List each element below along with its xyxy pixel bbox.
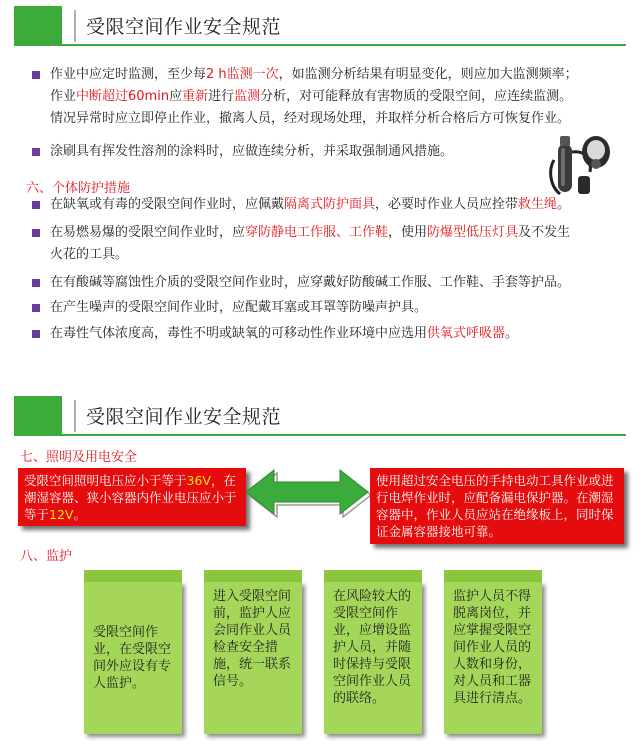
card-text: 进入受限空间前，监护人应会同作业人员检查安全措施，统一联系信号。 (204, 582, 302, 734)
item-noise: 在产生噪声的受限空间作业时，应配戴耳塞或耳罩等防噪声护具。 (50, 300, 428, 315)
card-text: 受限空间作业，在受限空间外应设有专人监护。 (84, 582, 182, 734)
header-accent-bar (14, 6, 62, 46)
header-divider (74, 400, 76, 432)
double-arrow-icon (244, 466, 370, 518)
section8-heading: 八、监护 (20, 549, 73, 564)
header-divider (74, 10, 76, 42)
section7-heading: 七、照明及用电安全 (20, 450, 138, 465)
header-underline (14, 44, 626, 46)
power-tool-safety-box: 使用超过安全电压的手持电动工具作业或进行电焊作业时，应配备漏电保护器。在潮湿容器中，作业人员应站在绝缘板上，同时保证金属容器接地可靠。 (370, 468, 624, 544)
item-corrosive: 在有酸碱等腐蚀性介质的受限空间作业时，应穿戴好防酸碱工作服、工作鞋、手套等护品。 (50, 275, 571, 290)
bullet-square-icon (32, 304, 40, 312)
bullet-square-icon (32, 279, 40, 287)
bullet-square-icon (32, 148, 40, 156)
bullet-square-icon (32, 71, 40, 79)
bullet-square-icon (32, 330, 40, 338)
section6-heading: 六、个体防护措施 (26, 181, 131, 196)
bullet-coating: 涂刷具有挥发性溶剂的涂料时，应做连续分析，并采取强制通风措施。 (50, 144, 454, 159)
item-toxic: 在缺氧或有毒的受限空间作业时，应佩戴隔离式防护面具，必要时作业人员应拴带救生绳。 (50, 197, 571, 212)
bullet-square-icon (32, 229, 40, 237)
supervision-card-3 (324, 570, 422, 734)
slide2-title: 受限空间作业安全规范 (86, 406, 282, 428)
supervision-card-2 (204, 570, 302, 734)
card-tab (324, 570, 422, 582)
header-accent-bar (14, 396, 62, 436)
bullet-monitoring: 作业中应定时监测，至少每2 h监测一次，如监测分析结果有明显变化，则应加大监测频率； 作业中断超过60min应重新进行监测分析，对可能释放有害物质的受限空间，应连续监测。 情况异常时应立即停止作业，撤离人员，经对现场处理，并取样分析合格后方可恢复作业。 (50, 67, 578, 126)
header-underline (14, 434, 626, 436)
breathing-apparatus-icon (546, 130, 616, 202)
item-flammable: 在易燃易爆的受限空间作业时，应穿防静电工作服、工作鞋，使用防爆型低压灯具及不发生 火花的工具。 (50, 225, 571, 262)
card-text: 监护人员不得脱离岗位，并应掌握受限空间作业人员的人数和身份，对人员和工器具进行清点。 (444, 582, 542, 734)
supervision-card-1 (84, 570, 182, 734)
card-tab (204, 570, 302, 582)
slide1-header (14, 6, 626, 46)
card-tab (444, 570, 542, 582)
lighting-voltage-box: 受限空间照明电压应小于等于36V，在潮湿容器、狭小容器内作业电压应小于等于12V。 (18, 468, 246, 526)
bullet-square-icon (32, 201, 40, 209)
card-tab (84, 570, 182, 582)
supervision-card-4 (444, 570, 542, 734)
slide1-title: 受限空间作业安全规范 (86, 16, 282, 38)
slide2-header (14, 396, 626, 436)
item-oxygen: 在毒性气体浓度高，毒性不明或缺氧的可移动性作业环境中应选用供氧式呼吸器。 (50, 326, 519, 341)
card-text: 在风险较大的受限空间作业，应增设监护人员，并随时保持与受限空间作业人员的联络。 (324, 582, 422, 734)
